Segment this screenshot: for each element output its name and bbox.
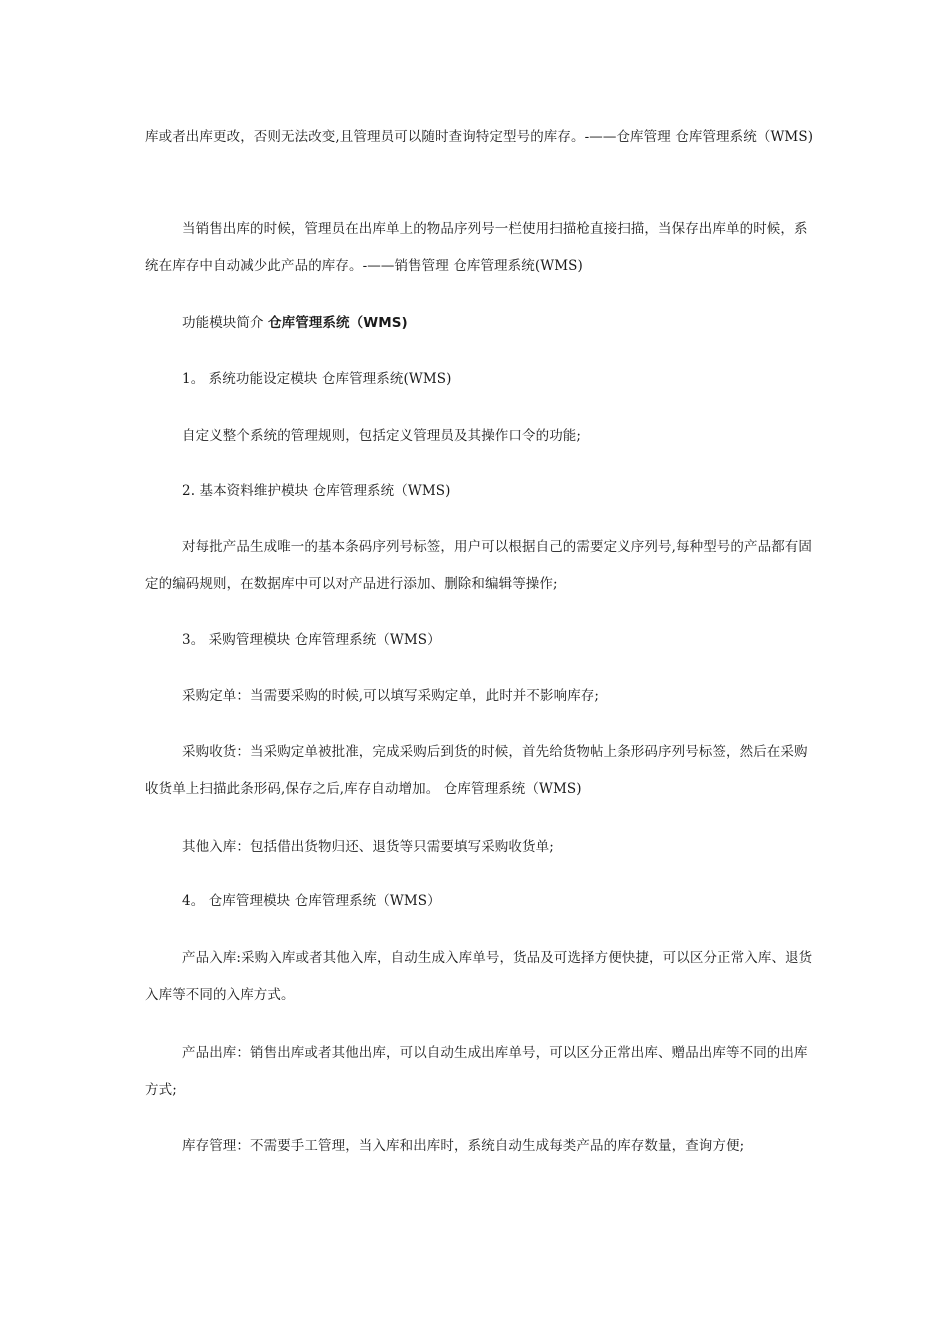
module-3-heading: 3。 采购管理模块 仓库管理系统（WMS） — [182, 632, 441, 648]
module-1-description: 自定义整个系统的管理规则，包括定义管理员及其操作口令的功能; — [182, 428, 582, 444]
module-3-other-inbound: 其他入库：包括借出货物归还、退货等只需要填写采购收货单; — [182, 839, 554, 855]
module-4-product-inbound: 产品入库:采购入库或者其他入库，自动生成入库单号，货品及可选择方便快捷，可以区分正常入库、退货入库等不同的入库方式。 — [145, 950, 813, 1003]
module-2-heading: 2. 基本资料维护模块 仓库管理系统（WMS) — [182, 483, 451, 499]
module-4-product-outbound: 产品出库：销售出库或者其他出库，可以自动生成出库单号，可以区分正常出库、赠品出库等不同的出库方式; — [145, 1045, 808, 1098]
module-4-heading: 4。 仓库管理模块 仓库管理系统（WMS） — [182, 893, 441, 909]
module-3-purchase-order: 采购定单：当需要采购的时候,可以填写采购定单，此时并不影响库存; — [182, 688, 600, 704]
module-3-purchase-receipt: 采购收货：当采购定单被批准，完成采购后到货的时候，首先给货物帖上条形码序列号标签，然后在采购收货单上扫描此条形码,保存之后,库存自动增加。 仓库管理系统（WMS) — [145, 744, 808, 797]
module-2-description: 对每批产品生成唯一的基本条码序列号标签，用户可以根据自己的需要定义序列号,每种型号的产品都有固定的编码规则，在数据库中可以对产品进行添加、删除和编辑等操作; — [145, 539, 812, 592]
section-heading-function-modules — [182, 305, 822, 342]
heading-prefix: 功能模块简介 — [182, 315, 268, 331]
module-4-inventory-management: 库存管理：不需要手工管理，当入库和出库时，系统自动生成每类产品的库存数量，查询方便; — [182, 1138, 745, 1154]
paragraph-inventory-change: 库或者出库更改，否则无法改变,且管理员可以随时查询特定型号的库存。-——仓库管理 仓库管理系统（WMS) — [145, 129, 814, 145]
heading-bold-title: 仓库管理系统（WMS) — [268, 315, 408, 331]
module-1-heading: 1。 系统功能设定模块 仓库管理系统(WMS) — [182, 371, 452, 387]
paragraph-sales-outbound: 当销售出库的时候，管理员在出库单上的物品序列号一栏使用扫描枪直接扫描，当保存出库单的时候，系统在库存中自动减少此产品的库存。-——销售管理 仓库管理系统(WMS) — [145, 221, 808, 274]
